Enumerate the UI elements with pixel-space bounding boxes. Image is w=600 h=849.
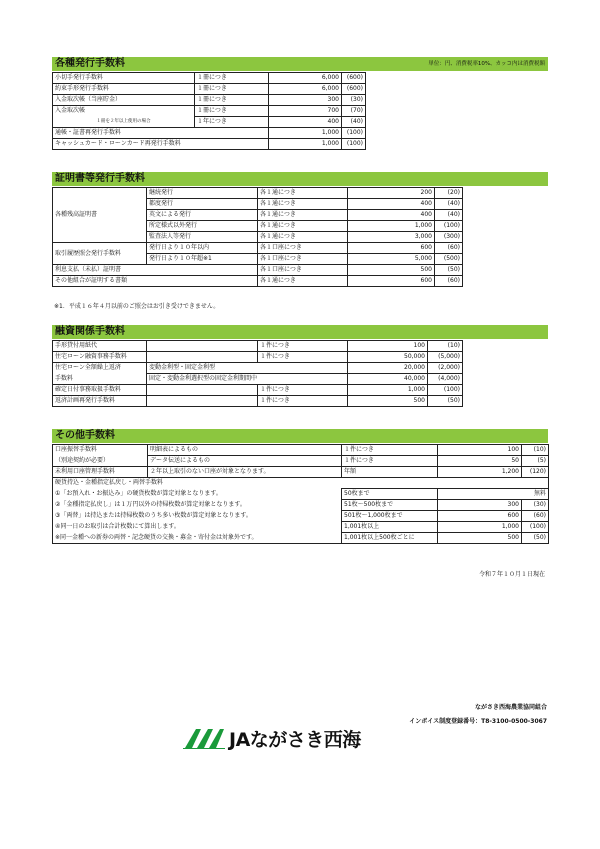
- table-cell-value: (40): [342, 117, 366, 128]
- table-cell: １冊につき: [195, 73, 269, 84]
- table-cell-value: (50): [428, 396, 463, 407]
- table-cell: １冊につき: [195, 106, 269, 117]
- table-cell-value: (60): [435, 243, 463, 254]
- section-title: 各種発行手数料: [55, 58, 125, 69]
- table-cell-value: (600): [342, 84, 366, 95]
- table-cell: １冊につき: [195, 95, 269, 106]
- table-cell-value: 500: [348, 396, 428, 407]
- table-cell-value: (100): [435, 221, 463, 232]
- table-row: [53, 396, 463, 407]
- table-row: [53, 522, 549, 533]
- table-cell: 年額: [342, 467, 438, 478]
- table-cell-value: (30): [522, 500, 549, 511]
- organization-name: ながさき西海農業協同組合: [474, 704, 547, 711]
- table-row: [53, 95, 366, 106]
- table-row: [53, 352, 463, 363]
- table-cell: 入金取次帳（当座貯金）: [53, 95, 195, 106]
- table-cell-value: (5,000): [428, 352, 463, 363]
- effective-date: 令和７年１０月１日現在: [478, 571, 545, 578]
- table-cell-value: 3,000: [348, 232, 435, 243]
- table-cell: 発行日より１０年超※1: [147, 254, 258, 265]
- table-cell-value: (60): [522, 511, 549, 522]
- table-row: [53, 128, 366, 139]
- section-title: 融資関係手数料: [55, 326, 125, 337]
- table-cell: 各１通につき: [258, 276, 348, 287]
- table-row: [53, 276, 463, 287]
- table-cell: 住宅ローン融資事務手数料: [53, 352, 147, 363]
- table-row: [53, 341, 463, 352]
- table-cell: 未利用口座管理手数料: [53, 467, 148, 478]
- table-cell-value: (30): [342, 95, 366, 106]
- table-row: [53, 73, 366, 84]
- invoice-registration-number: インボイス制度登録番号：T8-3100-0500-3067: [409, 718, 547, 725]
- table-cell: ２年以上取引のない口座が対象となります。: [148, 467, 342, 478]
- table-cell-value: (40): [435, 199, 463, 210]
- table-cell-value: 6,000: [269, 84, 342, 95]
- table-cell: 住宅ローン全額繰上返済: [53, 363, 147, 374]
- table-cell: [147, 385, 258, 396]
- table-row: [53, 445, 549, 456]
- table-row: [53, 188, 463, 199]
- table-cell-value: 500: [438, 533, 522, 544]
- table-cell-value: (50): [435, 265, 463, 276]
- table-cell-value: 1,000: [269, 139, 342, 150]
- table-cell: 手数料: [53, 374, 147, 385]
- table-cell: ※同一金種への新券の両替・記念硬貨の交換・募金・寄付金は対象外です。: [53, 533, 342, 544]
- table-cell-value: 6,000: [269, 73, 342, 84]
- table-cell-value: (20): [435, 188, 463, 199]
- table-cell: 各１通につき: [258, 232, 348, 243]
- table-cell-value: 100: [348, 341, 428, 352]
- table-cell: ④同一日のお取引は合計枚数にて算出します。: [53, 522, 342, 533]
- table-row: [53, 243, 463, 254]
- table-cell: ③「両替」は持込または持帰枚数のうち多い枚数が算定対象となります。: [53, 511, 342, 522]
- table-cell: 各１通につき: [258, 188, 348, 199]
- table-row: [53, 363, 463, 374]
- table-cell-value: (2,000): [428, 363, 463, 374]
- table-cell: 約束手形発行手数料: [53, 84, 195, 95]
- table-row: [53, 500, 549, 511]
- table-row: [53, 385, 463, 396]
- table-cell-value: 600: [348, 276, 435, 287]
- table-row: [53, 265, 463, 276]
- table-cell: 各１口座につき: [258, 254, 348, 265]
- table-cell-value: 400: [269, 117, 342, 128]
- table-cell: １件につき: [258, 385, 348, 396]
- table-cell: 各種残高証明書: [53, 188, 147, 243]
- table-cell-value: (5): [522, 456, 549, 467]
- table-cell: １件につき: [258, 352, 348, 363]
- table-cell-value: (4,000): [428, 374, 463, 385]
- table-cell-value: (10): [428, 341, 463, 352]
- table-cell-value: 400: [348, 199, 435, 210]
- certificates-table: [52, 187, 463, 287]
- table-cell-value: (10): [522, 445, 549, 456]
- table-cell-value: 1,000: [438, 522, 522, 533]
- table-cell-value: 600: [348, 243, 435, 254]
- section-header-other: [52, 429, 548, 443]
- table-cell: [147, 396, 258, 407]
- table-cell-value: 1,000: [348, 385, 428, 396]
- table-cell-value: 300: [438, 500, 522, 511]
- section-header-issue-fees: [52, 57, 548, 71]
- table-cell-value: (100): [428, 385, 463, 396]
- table-row: [53, 489, 549, 500]
- table-cell-value: (500): [435, 254, 463, 265]
- table-cell: 利息支払（未払）証明書: [53, 265, 258, 276]
- table-cell-value: (100): [342, 128, 366, 139]
- table-cell-value: (70): [342, 106, 366, 117]
- unit-note: 単位：円、消費税率10%、カッコ内は消費税額: [428, 61, 545, 67]
- table-cell: [147, 352, 258, 363]
- table-cell: １件につき: [342, 445, 438, 456]
- other-fees-table: [52, 444, 549, 544]
- table-row: [53, 106, 366, 117]
- table-cell: 明細表によるもの: [148, 445, 342, 456]
- table-cell-value: 600: [438, 511, 522, 522]
- table-cell: ②「金種指定払戻し」は１万円以外の持帰枚数が算定対象となります。: [53, 500, 342, 511]
- table-cell-value: (300): [435, 232, 463, 243]
- table-cell-value: 500: [348, 265, 435, 276]
- table-cell: 確定日付事務取扱手数料: [53, 385, 147, 396]
- table-row: [53, 511, 549, 522]
- issue-fees-table: [52, 72, 366, 150]
- table-cell: その他組合が証明する書類: [53, 276, 258, 287]
- table-cell: データ伝送によるもの: [148, 456, 342, 467]
- table-cell: 1,001枚以上500枚ごとに: [342, 533, 438, 544]
- table-cell-value: (100): [342, 139, 366, 150]
- table-cell: １件につき: [258, 396, 348, 407]
- ja-leaf-icon: [183, 727, 225, 749]
- table-cell-value: 100: [438, 445, 522, 456]
- table-cell-value: 300: [269, 95, 342, 106]
- table-cell-value: 1,000: [269, 128, 342, 139]
- table-cell-value: (100): [522, 522, 549, 533]
- table-cell-value: 1,200: [438, 467, 522, 478]
- table-cell-value: 400: [348, 210, 435, 221]
- table-cell: １年につき: [195, 117, 269, 128]
- table-cell: 各１通につき: [258, 210, 348, 221]
- table-cell: 通帳・証書再発行手数料: [53, 128, 269, 139]
- table-cell: 手形貸付用紙代: [53, 341, 147, 352]
- table-cell: キャッシュカード・ローンカード再発行手数料: [53, 139, 269, 150]
- logo-text: JAながさき西海: [229, 728, 361, 751]
- table-cell-value: (50): [522, 533, 549, 544]
- table-cell: 50枚まで: [342, 489, 438, 500]
- section-header-certificates: [52, 172, 548, 186]
- table-cell: 501枚～1,000枚まで: [342, 511, 438, 522]
- table-cell: 変動金利型・固定金利型: [147, 363, 348, 374]
- table-cell: 監査法人等発行: [147, 232, 258, 243]
- table-cell: 各１口座につき: [258, 243, 348, 254]
- table-cell: １冊につき: [195, 84, 269, 95]
- table-cell-value: 700: [269, 106, 342, 117]
- table-row: [53, 456, 549, 467]
- table-row: [53, 374, 463, 385]
- table-cell: 51枚～500枚まで: [342, 500, 438, 511]
- table-cell: １件につき: [342, 456, 438, 467]
- table-cell-value: 20,000: [348, 363, 428, 374]
- table-cell: 各１通につき: [258, 199, 348, 210]
- table-cell: 継続発行: [147, 188, 258, 199]
- table-cell-value: (600): [342, 73, 366, 84]
- section-title: 証明書等発行手数料: [55, 173, 145, 184]
- table-cell: １冊を２年以上使用の場合: [53, 117, 195, 128]
- table-cell-value: (120): [522, 467, 549, 478]
- table-row: [53, 533, 549, 544]
- loan-fees-table: [52, 340, 463, 407]
- table-cell-value: 5,000: [348, 254, 435, 265]
- section-title: その他手数料: [55, 430, 115, 441]
- certificates-footnote: ※1．平成１６年４月以前のご照会はお引き受けできません。: [54, 303, 220, 310]
- table-cell: 各１通につき: [258, 221, 348, 232]
- table-cell-value: 50,000: [348, 352, 428, 363]
- table-row: [53, 467, 549, 478]
- table-cell: （別途契約が必要）: [53, 456, 148, 467]
- table-cell: [147, 341, 258, 352]
- table-cell: 1,001枚以上: [342, 522, 438, 533]
- table-cell: １件につき: [258, 341, 348, 352]
- table-row: [53, 478, 549, 489]
- table-cell-value: 1,000: [348, 221, 435, 232]
- table-row: [53, 117, 366, 128]
- table-cell-value: 40,000: [348, 374, 428, 385]
- table-cell-value: 無料: [438, 489, 549, 500]
- ja-logo: [183, 726, 361, 750]
- table-cell-value: 50: [438, 456, 522, 467]
- table-cell: 入金取次帳: [53, 106, 195, 117]
- table-cell: 硬貨持込・金種指定払戻し・両替手数料: [53, 478, 549, 489]
- table-cell: 返済計画再発行手数料: [53, 396, 147, 407]
- table-cell-value: 200: [348, 188, 435, 199]
- table-cell: 都度発行: [147, 199, 258, 210]
- table-cell: 所定様式以外発行: [147, 221, 258, 232]
- section-header-loans: [52, 325, 548, 339]
- table-cell: 発行日より１０年以内: [147, 243, 258, 254]
- table-cell: ①「お預入れ・お振込み」の硬貨枚数が算定対象となります。: [53, 489, 342, 500]
- table-cell: 口座振替手数料: [53, 445, 148, 456]
- table-cell: 固定・変動金利選択型の固定金利期間中: [147, 374, 348, 385]
- table-row: [53, 84, 366, 95]
- table-cell: 小切手発行手数料: [53, 73, 195, 84]
- table-cell-value: (60): [435, 276, 463, 287]
- table-cell: 英文による発行: [147, 210, 258, 221]
- table-cell: 取引履歴照会発行手数料: [53, 243, 147, 265]
- table-cell: 各１口座につき: [258, 265, 348, 276]
- table-cell-value: (40): [435, 210, 463, 221]
- table-row: [53, 139, 366, 150]
